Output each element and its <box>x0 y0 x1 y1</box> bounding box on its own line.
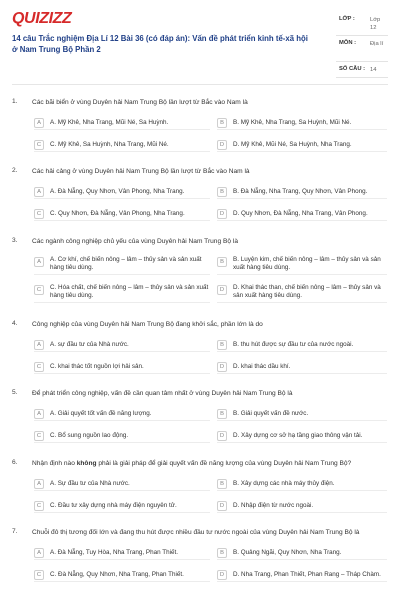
option-letter: A <box>34 409 44 419</box>
option-c[interactable] <box>34 207 210 221</box>
question-text: Để phát triển công nghiệp, vấn đề cần quan tâm nhất ở vùng Duyên hải Nam Trung Bộ là <box>32 390 293 397</box>
question-number: 4. <box>12 320 18 327</box>
option-text: D. Nhập điện từ nước ngoài. <box>233 502 314 509</box>
option-letter: C <box>34 501 44 511</box>
option-d[interactable] <box>217 499 387 513</box>
option-text: B. Luyện kim, chế biến nông – lâm – thủy sản và sản xuất hàng tiêu dùng. <box>233 256 381 271</box>
option-text: D. khai thác dầu khí. <box>233 363 291 370</box>
option-a[interactable] <box>34 407 210 421</box>
option-text: C. Quy Nhơn, Đà Nẵng, Vân Phong, Nha Trang. <box>50 210 185 217</box>
option-b[interactable] <box>217 338 387 352</box>
option-a[interactable] <box>34 255 210 275</box>
option-b[interactable] <box>217 477 387 491</box>
option-text: A. Giải quyết tốt vấn đề năng lượng. <box>50 410 152 417</box>
option-letter: A <box>34 187 44 197</box>
option-letter: B <box>217 548 227 558</box>
page-title: 14 câu Trắc nghiệm Địa Lí 12 Bài 36 (có đáp án): Vấn đề phát triển kinh tế-xã hội ở Nam Trung Bộ Phần 2 <box>12 34 308 54</box>
question-number: 7. <box>12 528 18 535</box>
option-letter: C <box>34 140 44 150</box>
option-text: D. Mỹ Khê, Mũi Né, Sa Huỳnh, Nha Trang. <box>233 141 352 148</box>
meta-count-value: 14 <box>370 67 377 73</box>
option-text: B. Mỹ Khê, Nha Trang, Sa Huỳnh, Mũi Né. <box>233 119 352 126</box>
option-letter: A <box>34 548 44 558</box>
question-text: Các hải cảng ở vùng Duyên hải Nam Trung Bộ lần lượt từ Bắc vào Nam là <box>32 168 250 175</box>
option-b[interactable] <box>217 407 387 421</box>
option-letter: C <box>34 431 44 441</box>
question-text: Các bãi biển ở vùng Duyên hải Nam Trung Bộ lần lượt từ Bắc vào Nam là <box>32 99 248 106</box>
option-letter: D <box>217 431 227 441</box>
option-c[interactable] <box>34 499 210 513</box>
meta-subject-value: Địa lí <box>370 41 384 47</box>
option-text: C. Mỹ Khê, Sa Huỳnh, Nha Trang, Mũi Né. <box>50 141 169 148</box>
option-a[interactable] <box>34 477 210 491</box>
option-text: C. Đầu tư xây dựng nhà máy điện nguyên tử. <box>50 502 177 509</box>
option-text: A. Sự đầu tư của Nhà nước. <box>50 480 130 487</box>
option-text: D. Nha Trang, Phan Thiết, Phan Rang – Tháp Chàm. <box>233 571 381 578</box>
option-text: C. Đà Nẵng, Quy Nhơn, Nha Trang, Phan Thiết. <box>50 571 184 578</box>
meta-question-count <box>336 62 388 78</box>
option-text: D. Khai thác than, chế biến nông – lâm – thủy sản và sản xuất hàng tiêu dùng. <box>233 284 381 299</box>
meta-subject <box>336 36 388 62</box>
option-c[interactable] <box>34 568 210 582</box>
option-a[interactable] <box>34 338 210 352</box>
option-text: B. Xây dựng các nhà máy thủy điện. <box>233 480 335 487</box>
option-letter: C <box>34 285 44 295</box>
meta-subject-label: MÔN : <box>339 40 357 46</box>
meta-class-label: LỚP : <box>339 16 355 22</box>
option-text: B. Đà Nẵng, Nha Trang, Quy Nhơn, Vân Phong. <box>233 188 368 195</box>
option-letter: D <box>217 362 227 372</box>
option-a[interactable] <box>34 185 210 199</box>
option-letter: A <box>34 118 44 128</box>
option-letter: A <box>34 257 44 267</box>
question-text: Các ngành công nghiệp chủ yếu của vùng Duyên hải Nam Trung Bộ là <box>32 238 239 245</box>
header-divider <box>12 84 388 85</box>
option-b[interactable] <box>217 116 387 130</box>
option-letter: B <box>217 479 227 489</box>
question-number: 5. <box>12 389 18 396</box>
question-number: 1. <box>12 98 18 105</box>
option-b[interactable] <box>217 255 387 275</box>
option-text: B. thu hút được sự đầu tư của nước ngoài. <box>233 341 354 348</box>
option-c[interactable] <box>34 360 210 374</box>
option-text: C. Bổ sung nguồn lao động. <box>50 432 129 439</box>
option-letter: D <box>217 209 227 219</box>
option-text: D. Xây dựng cơ sở hạ tầng giao thông vận tải. <box>233 432 363 439</box>
option-text: D. Quy Nhơn, Đà Nẵng, Nha Trang, Vân Phong. <box>233 210 368 217</box>
option-letter: B <box>217 340 227 350</box>
option-letter: B <box>217 187 227 197</box>
option-letter: A <box>34 479 44 489</box>
question-text: Công nghiệp của vùng Duyên hải Nam Trung Bộ đang khởi sắc, phần lớn là do <box>32 321 263 328</box>
option-d[interactable] <box>217 207 387 221</box>
question-number: 2. <box>12 167 18 174</box>
question-text: Chuỗi đô thị tương đối lớn và đang thu hút được nhiều đầu tư nước ngoài của vùng Duyên hải Nam Trung Bộ là <box>32 529 360 536</box>
option-letter: B <box>217 118 227 128</box>
option-a[interactable] <box>34 116 210 130</box>
option-text: B. Giải quyết vấn đề nước. <box>233 410 309 417</box>
option-d[interactable] <box>217 360 387 374</box>
option-letter: D <box>217 285 227 295</box>
option-d[interactable] <box>217 138 387 152</box>
option-d[interactable] <box>217 429 387 443</box>
option-text: C. Hóa chất, chế biến nông – lâm – thủy sản và sản xuất hàng tiêu dùng. <box>50 284 209 299</box>
option-letter: D <box>217 501 227 511</box>
question-text: Nhận định nào không phải là giải pháp để giải quyết vấn đề năng lượng của vùng Duyên hải Nam Trung Bộ? <box>32 460 352 467</box>
quizizz-logo: QUIZIZZ <box>12 10 72 27</box>
option-text: A. sự đầu tư của Nhà nước. <box>50 341 129 348</box>
emphasis-not: không <box>76 460 97 467</box>
meta-class <box>336 12 388 36</box>
option-b[interactable] <box>217 546 387 560</box>
option-c[interactable] <box>34 138 210 152</box>
option-letter: B <box>217 257 227 267</box>
option-text: A. Cơ khí, chế biến nông – lâm – thủy sản và sản xuất hàng tiêu dùng. <box>50 256 202 271</box>
option-a[interactable] <box>34 546 210 560</box>
option-d[interactable] <box>217 283 387 303</box>
option-text: A. Đà Nẵng, Quy Nhơn, Vân Phong, Nha Trang. <box>50 188 185 195</box>
meta-count-label: SỐ CÂU : <box>339 66 366 72</box>
option-letter: C <box>34 209 44 219</box>
question-number: 6. <box>12 459 18 466</box>
option-text: A. Đà Nẵng, Tuy Hòa, Nha Trang, Phan Thiết. <box>50 549 178 556</box>
option-c[interactable] <box>34 283 210 303</box>
option-c[interactable] <box>34 429 210 443</box>
meta-class-value: Lớp 12 <box>370 17 381 31</box>
option-letter: C <box>34 570 44 580</box>
option-letter: D <box>217 140 227 150</box>
option-d[interactable] <box>217 568 387 582</box>
option-text: A. Mỹ Khê, Nha Trang, Mũi Né, Sa Huỳnh. <box>50 119 169 126</box>
question-number: 3. <box>12 237 18 244</box>
option-letter: A <box>34 340 44 350</box>
option-b[interactable] <box>217 185 387 199</box>
option-text: B. Quảng Ngãi, Quy Nhơn, Nha Trang. <box>233 549 342 556</box>
option-letter: B <box>217 409 227 419</box>
option-letter: D <box>217 570 227 580</box>
option-text: C. khai thác tốt nguồn lợi hải sản. <box>50 363 144 370</box>
option-letter: C <box>34 362 44 372</box>
